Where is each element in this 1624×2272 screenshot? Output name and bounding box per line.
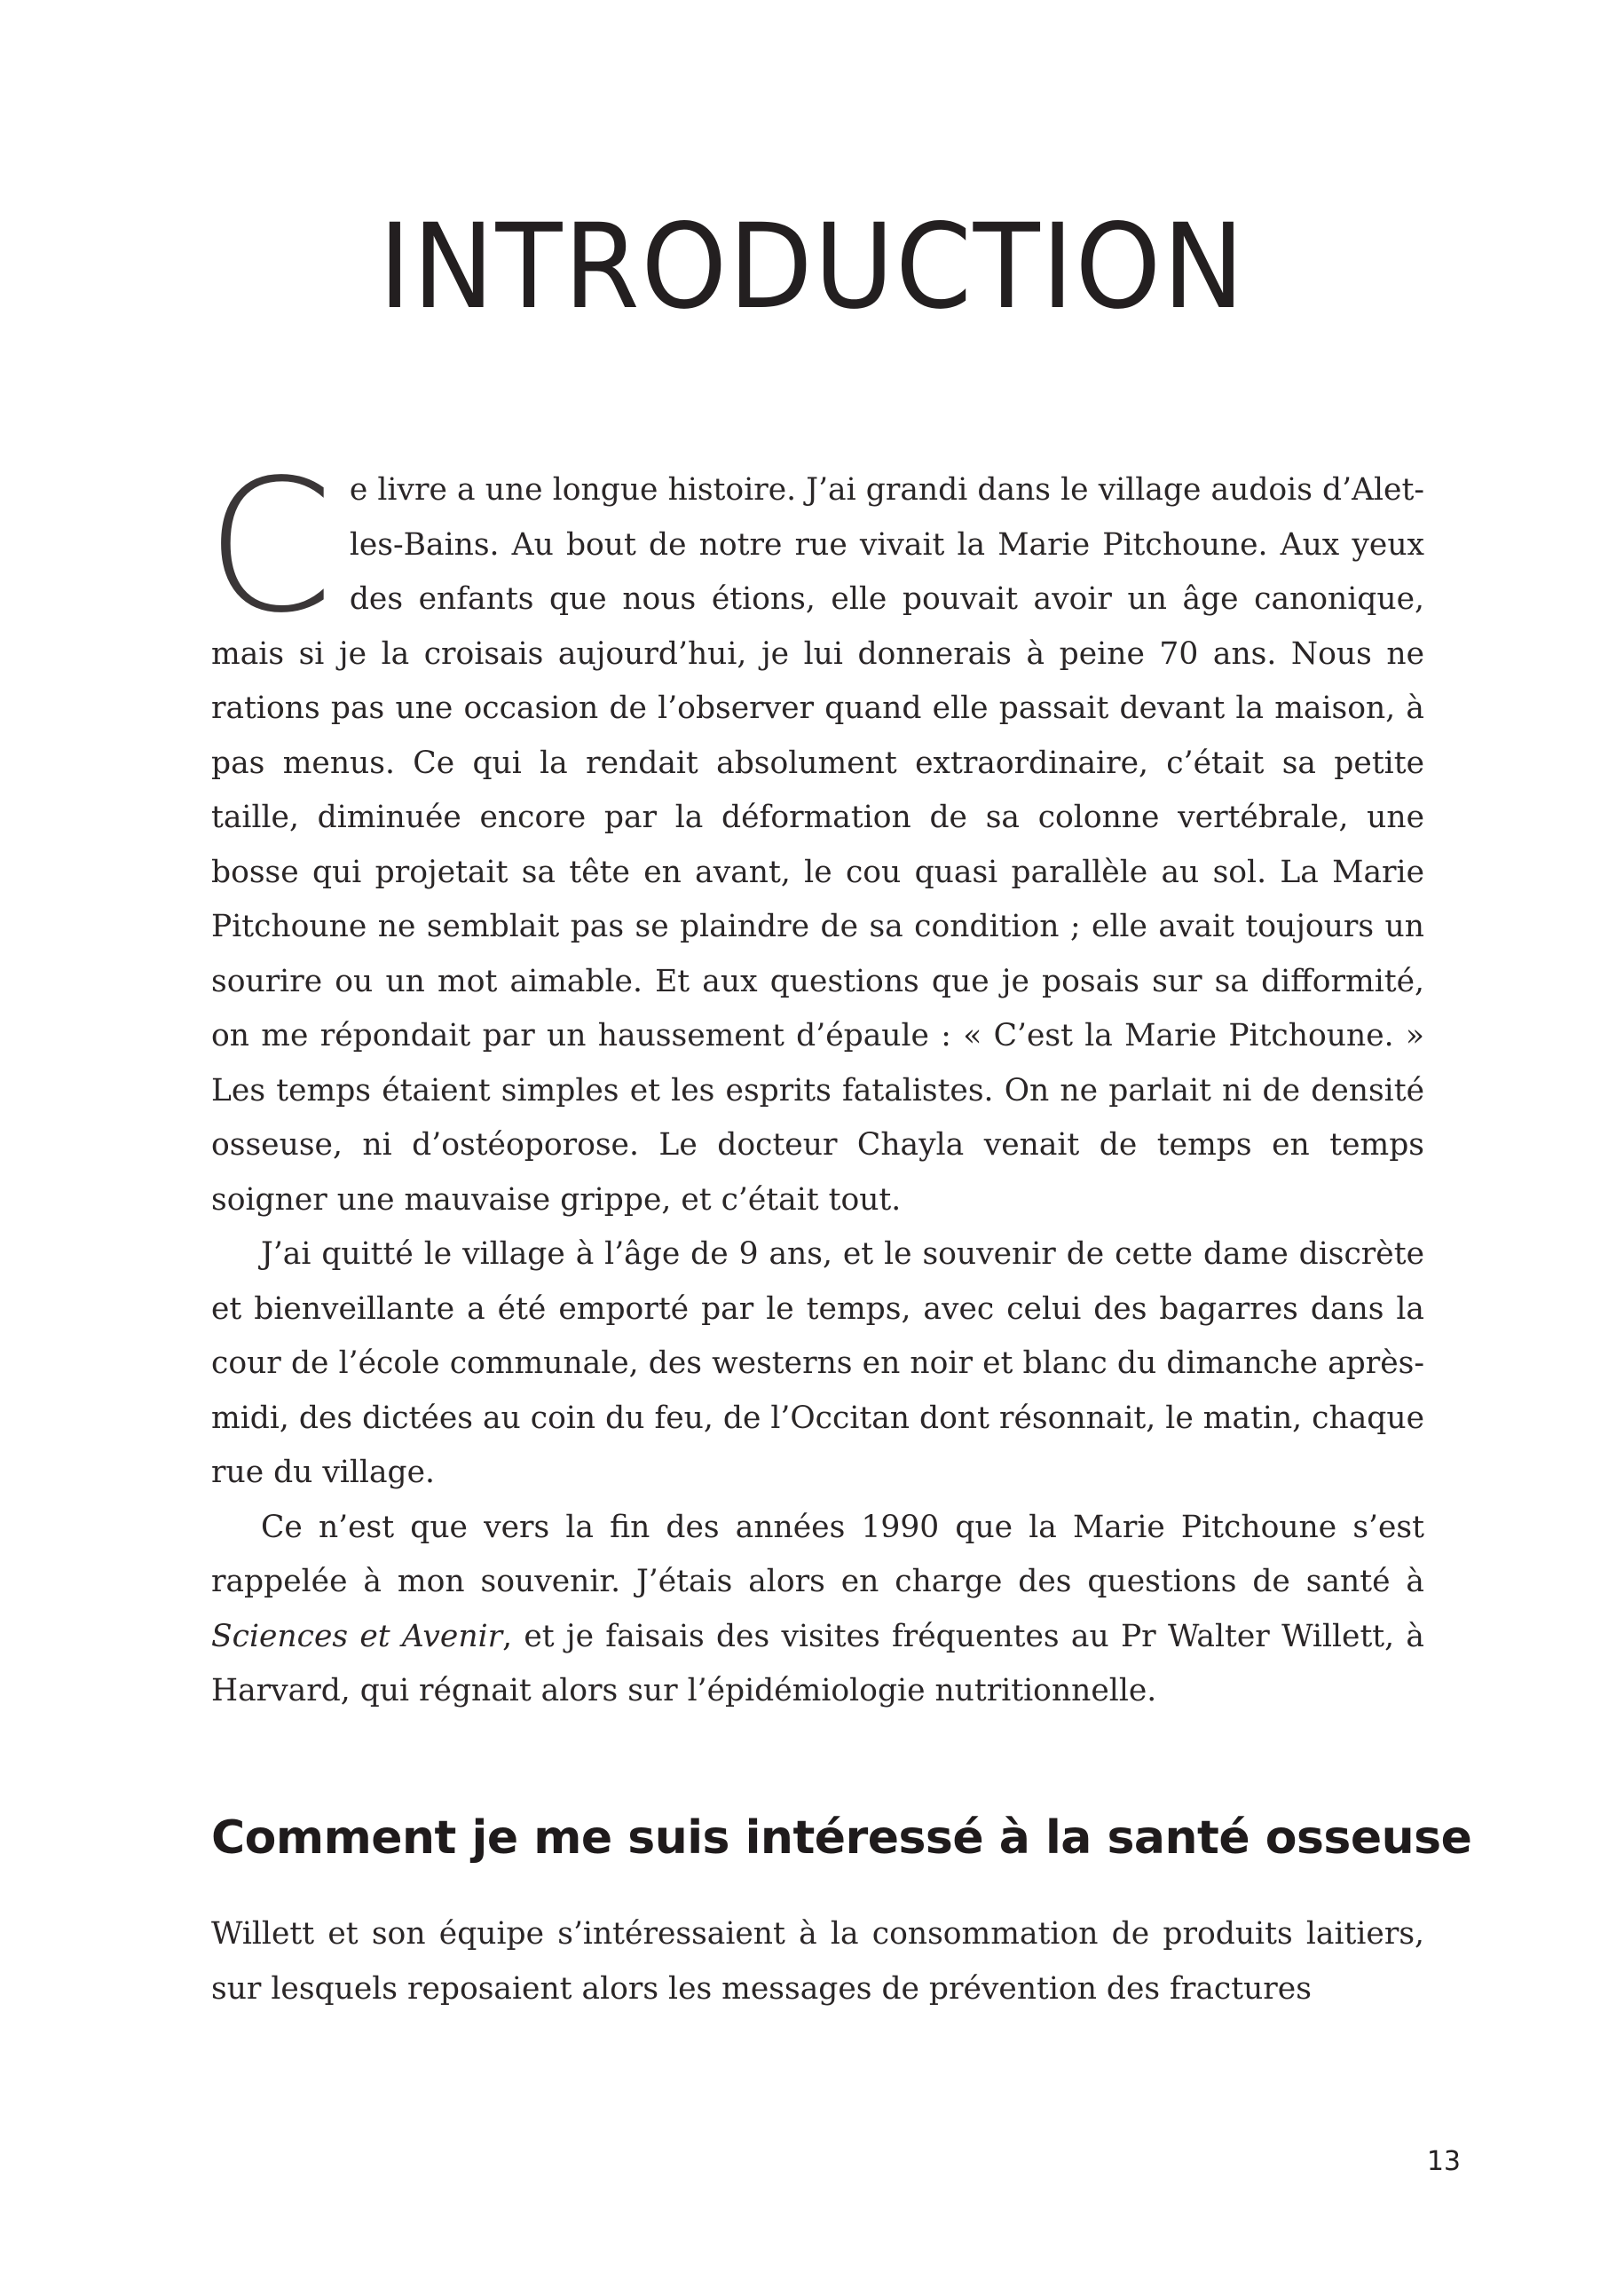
section-text-block bbox=[211, 1907, 1424, 2016]
intro-paragraph-1-text: e livre a une longue histoire. J’ai grandi dans le village audois d’Alet-les-Bains. Au bout de notre rue vivait la Marie Pitchoune. Aux yeux des enfants que nous étions, elle pouvait avoir un âge canonique, mais si je la croisais aujourd’hui, je lui donnerais à peine 70 ans. Nous ne rations pas une occasion de l’observer quand elle passait devant la maison, à pas menus. Ce qui la rendait absolument extraordinaire, c’était sa petite taille, diminuée encore par la déformation de sa colonne vertébrale, une bosse qui projetait sa tête en avant, le cou quasi parallèle au sol. La Marie Pitchoune ne semblait pas se plaindre de sa condition ; elle avait toujours un sourire ou un mot aimable. Et aux questions que je posais sur sa difformité, on me répondait par un haussement d’épaule : « C’est la Marie Pitchoune. » Les temps étaient simples et les esprits fatalistes. On ne parlait ni de densité osseuse, ni d’ostéoporose. Le docteur Chayla venait de temps en temps soigner une mauvaise grippe, et c’était tout. bbox=[211, 472, 1424, 1218]
chapter-title bbox=[0, 199, 1624, 335]
section-heading: Comment je me suis intéressé à la santé osseuse bbox=[211, 1811, 1472, 1865]
chapter-title-text: INTRODUCTION bbox=[378, 199, 1246, 335]
drop-cap: C bbox=[206, 440, 334, 653]
intro-paragraph-3 bbox=[211, 1501, 1424, 1719]
intro-paragraph-2: J’ai quitté le village à l’âge de 9 ans, et le souvenir de cette dame discrète et bienveillante a été emporté par le temps, avec celui des bagarres dans la cour de l’école communale, des westerns en noir et blanc du dimanche après-midi, des dictées au coin du feu, de l’Occitan dont résonnait, le matin, chaque rue du village. bbox=[211, 1236, 1424, 1490]
page-number: 13 bbox=[1426, 2146, 1461, 2177]
intro-paragraph-3-text-end: , et je faisais des visites fréquentes au Pr Walter Willett, à Harvard, qui régnait alors sur l’épidémiologie nutritionnelle. bbox=[211, 1618, 1424, 1708]
intro-text-block bbox=[206, 440, 1424, 1719]
section-paragraph-1: Willett et son équipe s’intéressaient à la consommation de produits laitiers, sur lesquels reposaient alors les messages de prévention des fractures bbox=[211, 1916, 1424, 2007]
magazine-title: Sciences et Avenir bbox=[211, 1618, 503, 1654]
intro-paragraph-1 bbox=[206, 440, 1424, 1227]
intro-paragraph-3-text-start: Ce n’est que vers la fin des années 1990 que la Marie Pitchoune s’est rappelée à mon souvenir. J’étais alors en charge des questions de santé à bbox=[211, 1509, 1424, 1599]
